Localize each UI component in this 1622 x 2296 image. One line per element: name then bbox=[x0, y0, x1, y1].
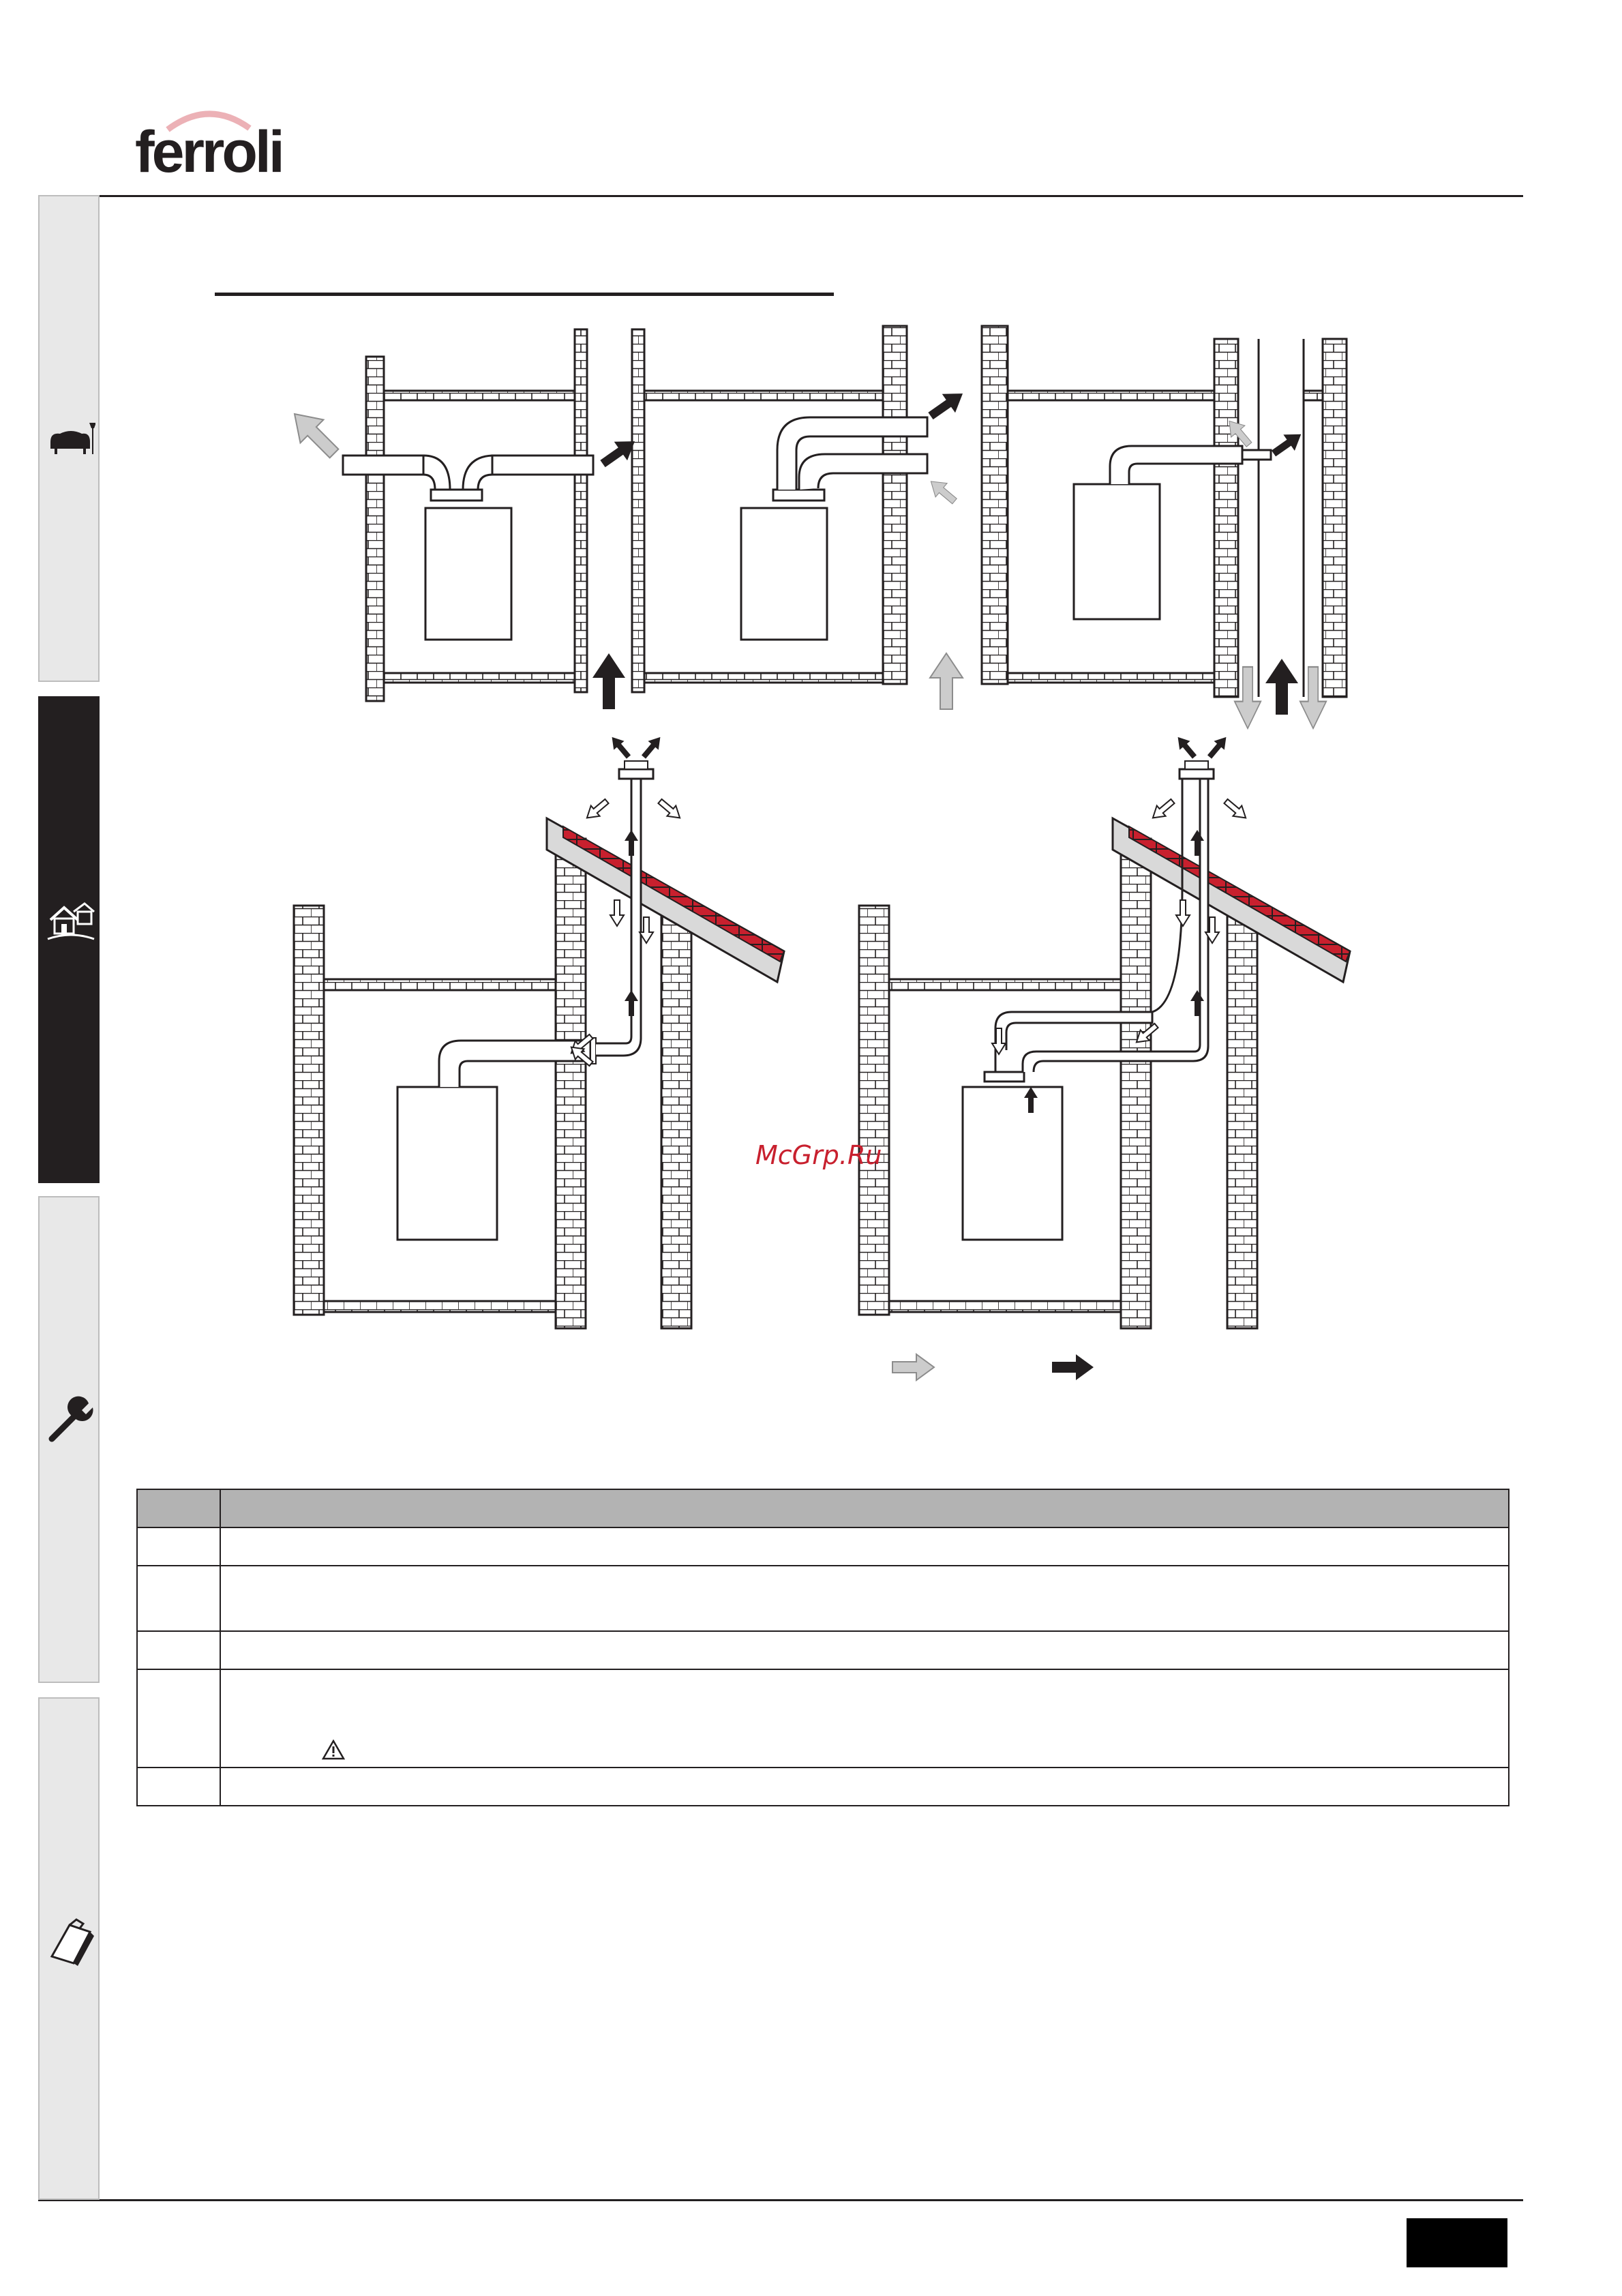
legend-air-arrow bbox=[892, 1354, 934, 1380]
figure-roof-single bbox=[294, 732, 784, 1328]
table-cell-code bbox=[137, 1527, 220, 1566]
svg-text:ferroli: ferroli bbox=[135, 119, 282, 184]
table-cell-text bbox=[220, 1768, 1509, 1806]
table-cell-code bbox=[137, 1566, 220, 1631]
figure-roof-double bbox=[859, 732, 1350, 1328]
table-cell-text bbox=[220, 1631, 1509, 1669]
table-header-code bbox=[137, 1489, 220, 1527]
table-header-description bbox=[220, 1489, 1509, 1527]
figure-wall-outlets bbox=[644, 326, 970, 709]
watermark: McGrp.Ru bbox=[755, 1140, 882, 1170]
warning-icon bbox=[322, 1740, 345, 1760]
table-cell-text bbox=[220, 1669, 1509, 1768]
table-cell-code bbox=[137, 1768, 220, 1806]
page-number-box bbox=[1407, 2218, 1507, 2267]
table-cell-text bbox=[220, 1566, 1509, 1631]
table-cell-text bbox=[220, 1527, 1509, 1566]
table-row bbox=[137, 1631, 1509, 1669]
parameter-table bbox=[136, 1489, 1510, 1806]
clipboard-icon bbox=[46, 1917, 95, 1966]
table-cell-code bbox=[137, 1669, 220, 1768]
table-row bbox=[137, 1669, 1509, 1768]
legend bbox=[892, 1354, 1094, 1380]
table-row bbox=[137, 1566, 1509, 1631]
tab-technical-data[interactable] bbox=[38, 1697, 100, 2200]
table-row bbox=[137, 1768, 1509, 1806]
footer-rule bbox=[38, 2199, 1523, 2201]
figure-wall-exhaust bbox=[283, 329, 644, 709]
figure-shaft bbox=[982, 326, 1347, 728]
legend-flue-arrow bbox=[1052, 1354, 1094, 1380]
table-header-row bbox=[137, 1489, 1509, 1527]
table-cell-code bbox=[137, 1631, 220, 1669]
table-row bbox=[137, 1527, 1509, 1566]
